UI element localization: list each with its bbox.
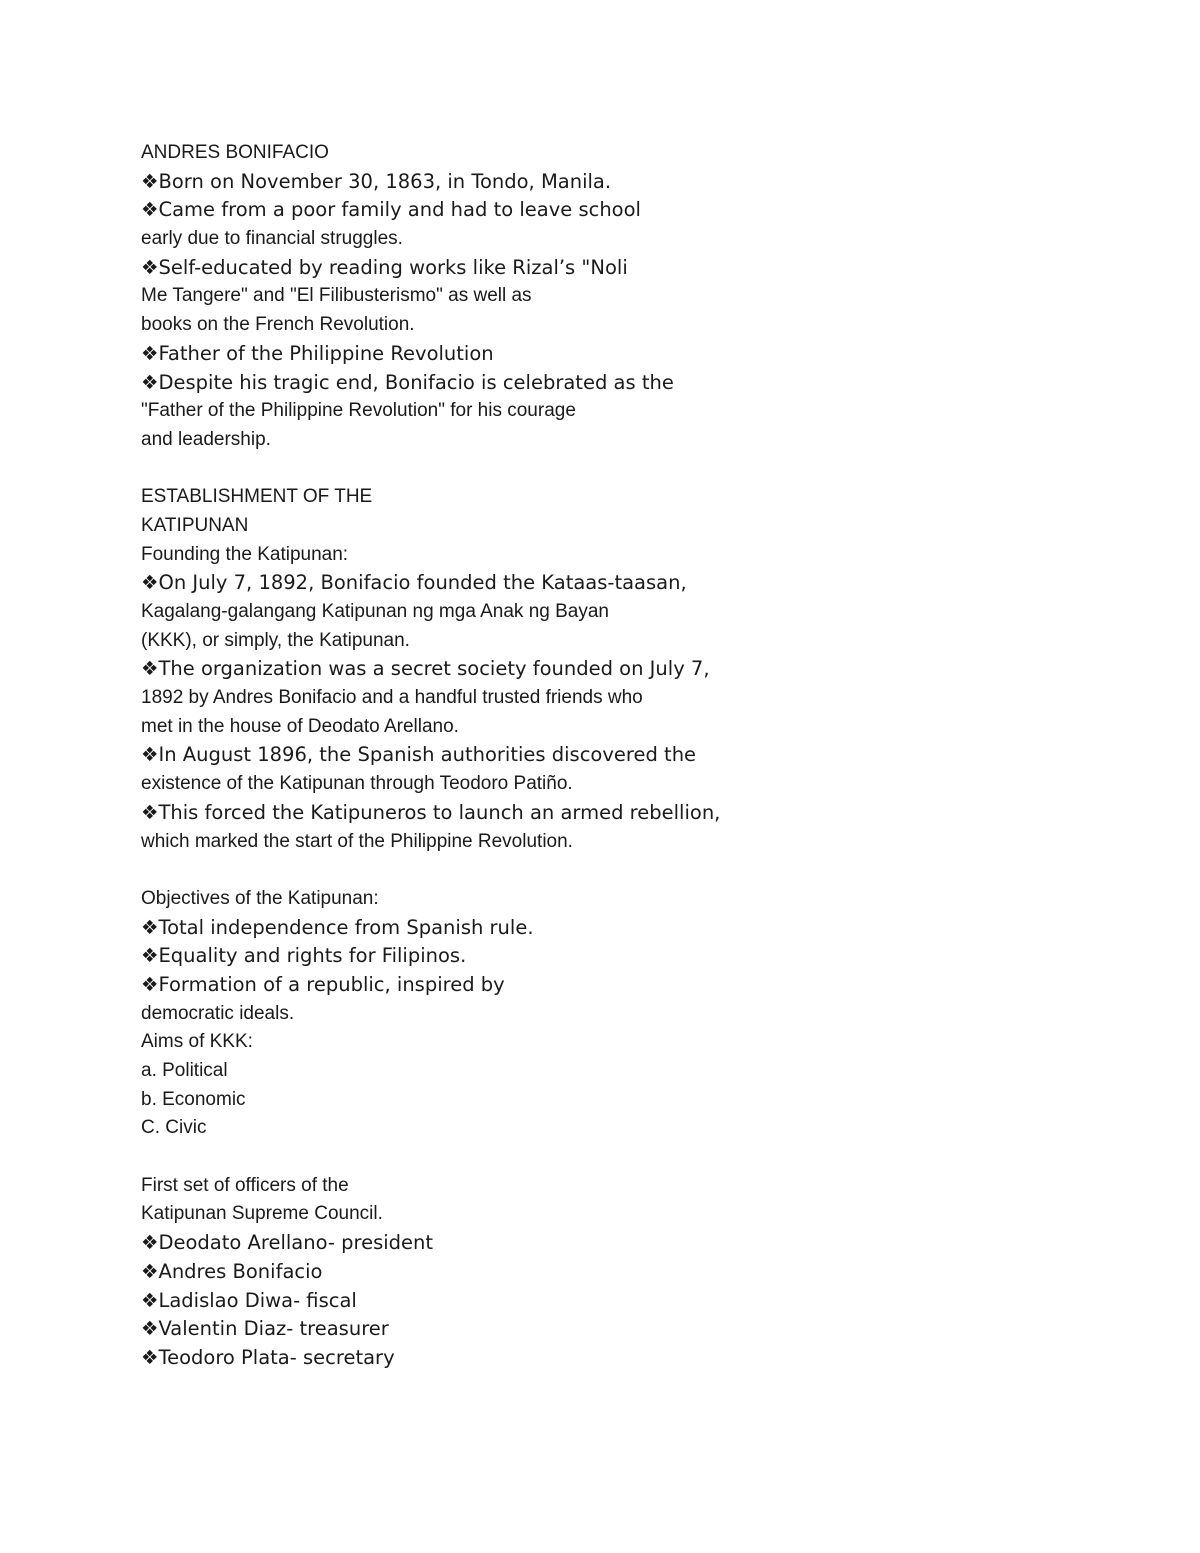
text-line: existence of the Katipunan through Teodoro Patiño. (141, 773, 573, 795)
text-line: books on the French Revolution. (141, 314, 415, 336)
text-line: (KKK), or simply, the Katipunan. (141, 629, 410, 651)
bullet-line: ❖Formation of a republic, inspired by (141, 972, 505, 996)
paragraph-gap (141, 1143, 1101, 1172)
bullet-line: ❖Father of the Philippine Revolution (141, 341, 494, 365)
officer-item: ❖Ladislao Diwa- fiscal (141, 1288, 357, 1312)
bullet-line: ❖On July 7, 1892, Bonifacio founded the Kataas-taasan, (141, 571, 687, 595)
section-title-katipunan: KATIPUNAN (141, 514, 249, 536)
subtitle-founding: Founding the Katipunan: (141, 543, 349, 565)
aims-title: Aims of KKK: (141, 1031, 253, 1053)
section-title-establishment: ESTABLISHMENT OF THE (141, 486, 373, 508)
aim-item: C. Civic (141, 1117, 207, 1139)
officer-item: ❖Deodato Arellano- president (141, 1231, 434, 1255)
text-line: which marked the start of the Philippine Revolution. (141, 830, 573, 852)
text-line: and leadership. (141, 428, 271, 450)
section-title-andres-bonifacio: ANDRES BONIFACIO (141, 142, 329, 163)
officer-item: ❖Andres Bonifacio (141, 1259, 323, 1283)
section-title-officers: First set of officers of the (141, 1174, 349, 1196)
bullet-line: ❖Born on November 30, 1863, in Tondo, Manila. (141, 169, 612, 193)
officer-item: ❖Valentin Diaz- treasurer (141, 1317, 389, 1341)
text-line: democratic ideals. (141, 1002, 295, 1024)
officer-item: ❖Teodoro Plata- secretary (141, 1345, 395, 1369)
text-line: Kagalang-galangang Katipunan ng mga Anak ng Bayan (141, 601, 609, 622)
aim-item: b. Economic (141, 1088, 246, 1110)
bullet-line: ❖This forced the Katipuneros to launch an armed rebellion, (141, 800, 721, 824)
section-title-council: Katipunan Supreme Council. (141, 1203, 383, 1225)
text-line: "Father of the Philippine Revolution" for his courage (141, 400, 576, 422)
text-line: met in the house of Deodato Arellano. (141, 715, 459, 737)
bullet-line: ❖Self-educated by reading works like Rizal’s "Noli (141, 255, 628, 279)
text-line: Me Tangere" and "El Filibusterismo" as well as (141, 285, 532, 307)
bullet-line: ❖Total independence from Spanish rule. (141, 915, 534, 939)
section-title-objectives: Objectives of the Katipunan: (141, 887, 379, 909)
bullet-line: ❖Equality and rights for Filipinos. (141, 944, 467, 968)
text-line: 1892 by Andres Bonifacio and a handful trusted friends who (141, 687, 643, 709)
paragraph-gap (141, 455, 1101, 484)
bullet-line: ❖The organization was a secret society founded on July 7, (141, 657, 710, 681)
bullet-line: ❖Despite his tragic end, Bonifacio is celebrated as the (141, 370, 674, 394)
bullet-line: ❖Came from a poor family and had to leave school (141, 198, 641, 222)
bullet-line: ❖In August 1896, the Spanish authorities discovered the (141, 743, 697, 767)
text-line: early due to financial struggles. (141, 228, 403, 250)
paragraph-gap (141, 856, 1101, 885)
document-body (141, 139, 1101, 1373)
aim-item: a. Political (141, 1060, 228, 1081)
